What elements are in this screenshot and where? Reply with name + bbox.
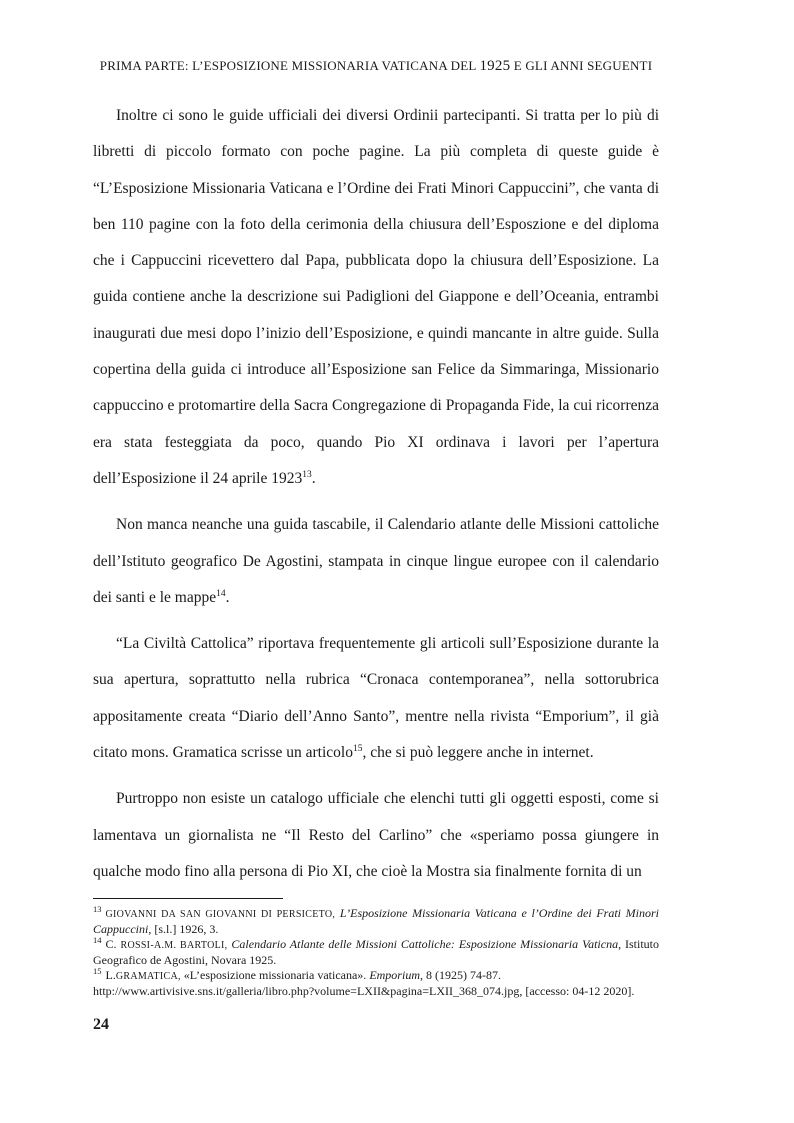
footnote-15	[93, 968, 659, 999]
footnote-13	[93, 906, 659, 937]
paragraph-text: Non manca neanche una guida tascabile, il Calendario atlante delle Missioni cattoliche dell’Istituto geografico De Agostini, stampata in cinque lingue europee con il calendario dei santi e le mappe	[93, 516, 659, 606]
running-header	[93, 58, 659, 75]
footnote-14	[93, 937, 659, 968]
footnote-number: 14	[93, 935, 102, 945]
footnote-title: Calendario Atlante delle Missioni Cattoliche: Esposizione Missionaria Vaticna	[231, 937, 619, 951]
footnote-url-link[interactable]: http://www.artivisive.sns.it/galleria/libro.php?volume=LXII&pagina=LXII_368_074.jpg	[93, 984, 520, 998]
paragraph: Non manca neanche una guida tascabile, il Calendario atlante delle Missioni cattoliche dell’Istituto geografico De Agostini, stampata in cinque lingue europee con il calendario dei santi e le mappe$^{14}$.	[93, 516, 659, 606]
footnote-ref-14[interactable]: 14	[216, 588, 226, 599]
paragraph-text: “La Civiltà Cattolica” riportava frequentemente gli articoli sull’Esposizione durante la sua apertura, soprattutto nella rubrica “Cronaca contemporanea”, nella sottorubrica appositamente creata “Diario dell’Anno Santo”, mentre nella rivista “Emporium”, il già citato mons. Gramatica scrisse un articolo	[93, 635, 659, 762]
paragraph-text: Purtroppo non esiste un catalogo ufficiale che elenchi tutti gli oggetti esposti, come si lamentava un giornalista ne “Il Resto del Carlino” che «speriamo possa giungere in qualche modo fino alla persona di Pio XI, che cioè la Mostra sia finalmente fornita di un	[93, 790, 659, 880]
footnote-title: Emporium	[369, 968, 420, 982]
footnote-rest: , Istituto Geografico de Agostini, Novara 1925.	[93, 937, 660, 967]
paragraph: “La Civiltà Cattolica” riportava frequentemente gli articoli sull’Esposizione durante la sua apertura, soprattutto nella rubrica “Cronaca contemporanea”, nella sottorubrica appositamente creata “Diario dell’Anno Santo”, mentre nella rivista “Emporium”, il già citato mons. Gramatica scrisse un articolo$^{15}$, che si può leggere anche in internet.	[93, 635, 659, 762]
footnote-number: 13	[93, 904, 102, 914]
footnote-access: , [accesso: 04-12 2020].	[519, 984, 635, 998]
header-text-after: E GLI ANNI SEGUENTI	[510, 58, 653, 73]
paragraph	[93, 781, 659, 890]
footnote-author-initial: L.	[105, 968, 116, 982]
footnote-author: GIOVANNI DA SAN GIOVANNI DI PERSICETO,	[105, 909, 336, 920]
footnote-ref-15[interactable]: 15	[352, 743, 363, 754]
footnote-author: GRAMATICA,	[115, 971, 181, 982]
footnote-author: ROSSI-A.M. BARTOLI,	[120, 940, 228, 951]
paragraph: Inoltre ci sono le guide ufficiali dei diversi Ordinii partecipanti. Si tratta per lo più di libretti di piccolo formato con poche pagine. La più completa di queste guide è “L’Esposizione Missionaria Vaticana e l’Ordine dei Frati Minori Cappuccini”, che vanta di ben 110 pagine con la foto della cerimonia della chiusura dell’Esposzione e del diploma che i Cappuccini ricevettero dal Papa, pubblicata dopo la chiusura dell’Esposizione. La guida contiene anche la descrizione sui Padiglioni del Giappone e dell’Oceania, entrambi inaugurati due mesi dopo l’inizio dell’Esposizione, e quindi mancante in altre guide. Sulla copertina della guida ci introduce all’Esposizione san Felice da Simmaringa, Missionario cappuccino e protomartire della Sacra Congregazione di Propaganda Fide, la cui ricorrenza era stata festeggiata da poco, quando Pio XI ordinava i lavori per l’apertura dell’Esposizione il 24 aprile 1923$^{13}$.	[93, 107, 659, 487]
footnote-number: 15	[93, 966, 102, 976]
footnote-rest: , [s.l.] 1926, 3.	[148, 922, 219, 936]
footnote-quote: «L’esposizione missionaria vaticana».	[180, 968, 367, 982]
footnote-divider	[93, 898, 283, 899]
footnote-ref-13[interactable]: 13	[302, 469, 312, 480]
paragraph-text: Inoltre ci sono le guide ufficiali dei diversi Ordinii partecipanti. Si tratta per lo più di libretti di piccolo formato con poche pagine. La più completa di queste guide è “L’Esposizione Missionaria Vaticana e l’Ordine dei Frati Minori Cappuccini”, che vanta di ben 110 pagine con la foto della cerimonia della chiusura dell’Esposzione e del diploma che i Cappuccini ricevettero dal Papa, pubblicata dopo la chiusura dell’Esposizione. La guida contiene anche la descrizione sui Padiglioni del Giappone e dell’Oceania, entrambi inaugurati due mesi dopo l’inizio dell’Esposizione, e quindi mancante in altre guide. Sulla copertina della guida ci introduce all’Esposizione san Felice da Simmaringa, Missionario cappuccino e protomartire della Sacra Congregazione di Propaganda Fide, la cui ricorrenza era stata festeggiata da poco, quando Pio XI ordinava i lavori per l’apertura dell’Esposizione il 24 aprile 1923	[93, 107, 659, 487]
header-text-before: PRIMA PARTE: L’ESPOSIZIONE MISSIONARIA VATICANA DEL	[99, 58, 480, 73]
header-year: 1925	[479, 58, 511, 74]
footnote-author-initial: C.	[105, 937, 117, 951]
body-text	[93, 98, 659, 900]
footnote-rest: , 8 (1925) 74-87.	[419, 968, 501, 982]
footnotes	[93, 906, 659, 999]
footnote-title: L’Esposizione Missionaria Vaticana e l’Ordine dei Frati Minori Cappuccini	[93, 906, 659, 936]
page-number: 24	[93, 1016, 109, 1033]
